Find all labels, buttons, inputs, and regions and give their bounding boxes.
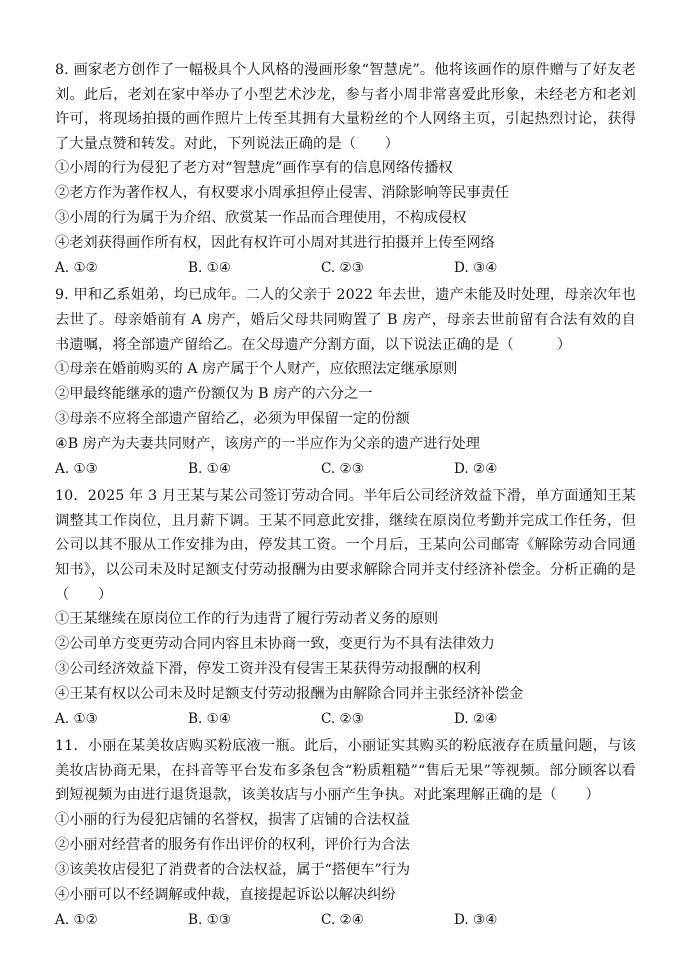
choice-d: D. ②④ (454, 461, 498, 478)
option-1: ①王某继续在原岗位工作的行为违背了履行劳动者义务的原则 (55, 611, 439, 628)
option-1: ①母亲在婚前购买的 A 房产属于个人财产，应依照法定继承原则 (55, 361, 458, 378)
option-2: ②甲最终能继承的遗产份额仅为 B 房产的六分之一 (55, 386, 373, 403)
option-2: ②老方作为著作权人，有权要求小周承担停止侵害、消除影响等民事责任 (55, 185, 510, 202)
question-9 (55, 283, 636, 482)
answer-choices (55, 908, 636, 933)
option-2: ②小丽对经营者的服务有作出评价的权利，评价行为合法 (55, 836, 410, 853)
option-3: ③该美妆店侵犯了消费者的合法权益，属于“搭便车”行为 (55, 861, 411, 878)
option-4: ④小丽可以不经调解或仲裁，直接提起诉讼以解决纠纷 (55, 886, 396, 903)
answer-choices (55, 707, 636, 732)
answer-choices (55, 457, 636, 482)
choice-d: D. ③④ (454, 260, 498, 277)
option-1: ①小丽的行为侵犯店铺的名誉权，损害了店铺的合法权益 (55, 811, 410, 828)
option-2: ②公司单方变更劳动合同内容且未协商一致，变更行为不具有法律效力 (55, 636, 495, 653)
option-4: ④B 房产为夫妻共同财产，该房产的一半应作为父亲的遗产进行处理 (55, 436, 480, 453)
choice-c: C. ②④ (321, 911, 364, 928)
question-stem: 11．小丽在某美妆店购买粉底液一瓶。此后，小丽证实其购买的粉底液存在质量问题，与该美妆店协商无果，在抖音等平台发布多条包含“粉质粗糙”“售后无果”等视频。部分顾客以看到短视频为由进行退货退款，该美妆店与小丽产生争执。对此案理解正确的是（ ） (55, 738, 636, 804)
choice-b: B. ①④ (188, 711, 232, 728)
question-stem: 10．2025 年 3 月王某与某公司签订劳动合同。半年后公司经济效益下滑，单方面通知王某调整其工作岗位，且月薪下调。王某不同意此安排，继续在原岗位考勤并完成工作任务，但公司以其不服从工作安排为由，停发其工资。一个月后，王某向公司邮寄《解除劳动合同通知书》，以公司未及时足额支付劳动报酬为由要求解除合同并支付经济补偿金。分析正确的是（ ） (55, 488, 636, 603)
option-3: ③小周的行为属于为介绍、欣赏某一作品而合理使用，不构成侵权 (55, 210, 467, 227)
choice-a: A. ①② (55, 260, 98, 277)
choice-c: C. ②③ (321, 260, 364, 277)
option-4: ④王某有权以公司未及时足额支付劳动报酬为由解除合同并主张经济补偿金 (55, 686, 524, 703)
option-3: ③母亲不应将全部遗产留给乙，必须为甲保留一定的份额 (55, 411, 410, 428)
choice-a: A. ①③ (55, 711, 98, 728)
choice-d: D. ②④ (454, 711, 498, 728)
choice-c: C. ②③ (321, 461, 364, 478)
choice-c: C. ②③ (321, 711, 364, 728)
choice-b: B. ①③ (188, 911, 232, 928)
choice-a: A. ①③ (55, 461, 98, 478)
option-3: ③公司经济效益下滑，停发工资并没有侵害王某获得劳动报酬的权利 (55, 661, 481, 678)
question-stem: 9. 甲和乙系姐弟，均已成年。二人的父亲于 2022 年去世，遗产未能及时处理，母亲次年也去世了。母亲婚前有 A 房产，婚后父母共同购置了 B 房产，母亲去世前留有合法有效的自书遗嘱，将全部遗产留给乙。在父母遗产分割方面，以下说法正确的是（ ） (55, 287, 636, 353)
choice-d: D. ③④ (454, 911, 498, 928)
answer-choices (55, 256, 636, 281)
question-stem: 8. 画家老方创作了一幅极具个人风格的漫画形象“智慧虎”。他将该画作的原件赠与了好友老刘。此后，老刘在家中举办了小型艺术沙龙，参与者小周非常喜爱此形象，未经老方和老刘许可，将现场拍摄的画作照片上传至其拥有大量粉丝的个人网络主页，引起热烈讨论，获得了大量点赞和转发。对此，下列说法正确的是（ ） (55, 62, 636, 152)
question-10 (55, 484, 636, 732)
question-11 (55, 734, 636, 933)
choice-b: B. ①④ (188, 461, 232, 478)
option-4: ④老刘获得画作所有权，因此有权许可小周对其进行拍摄并上传至网络 (55, 235, 495, 252)
choice-a: A. ①② (55, 911, 98, 928)
option-1: ①小周的行为侵犯了老方对“智慧虎”画作享有的信息网络传播权 (55, 160, 453, 177)
choice-b: B. ①④ (188, 260, 232, 277)
question-8 (55, 58, 636, 281)
